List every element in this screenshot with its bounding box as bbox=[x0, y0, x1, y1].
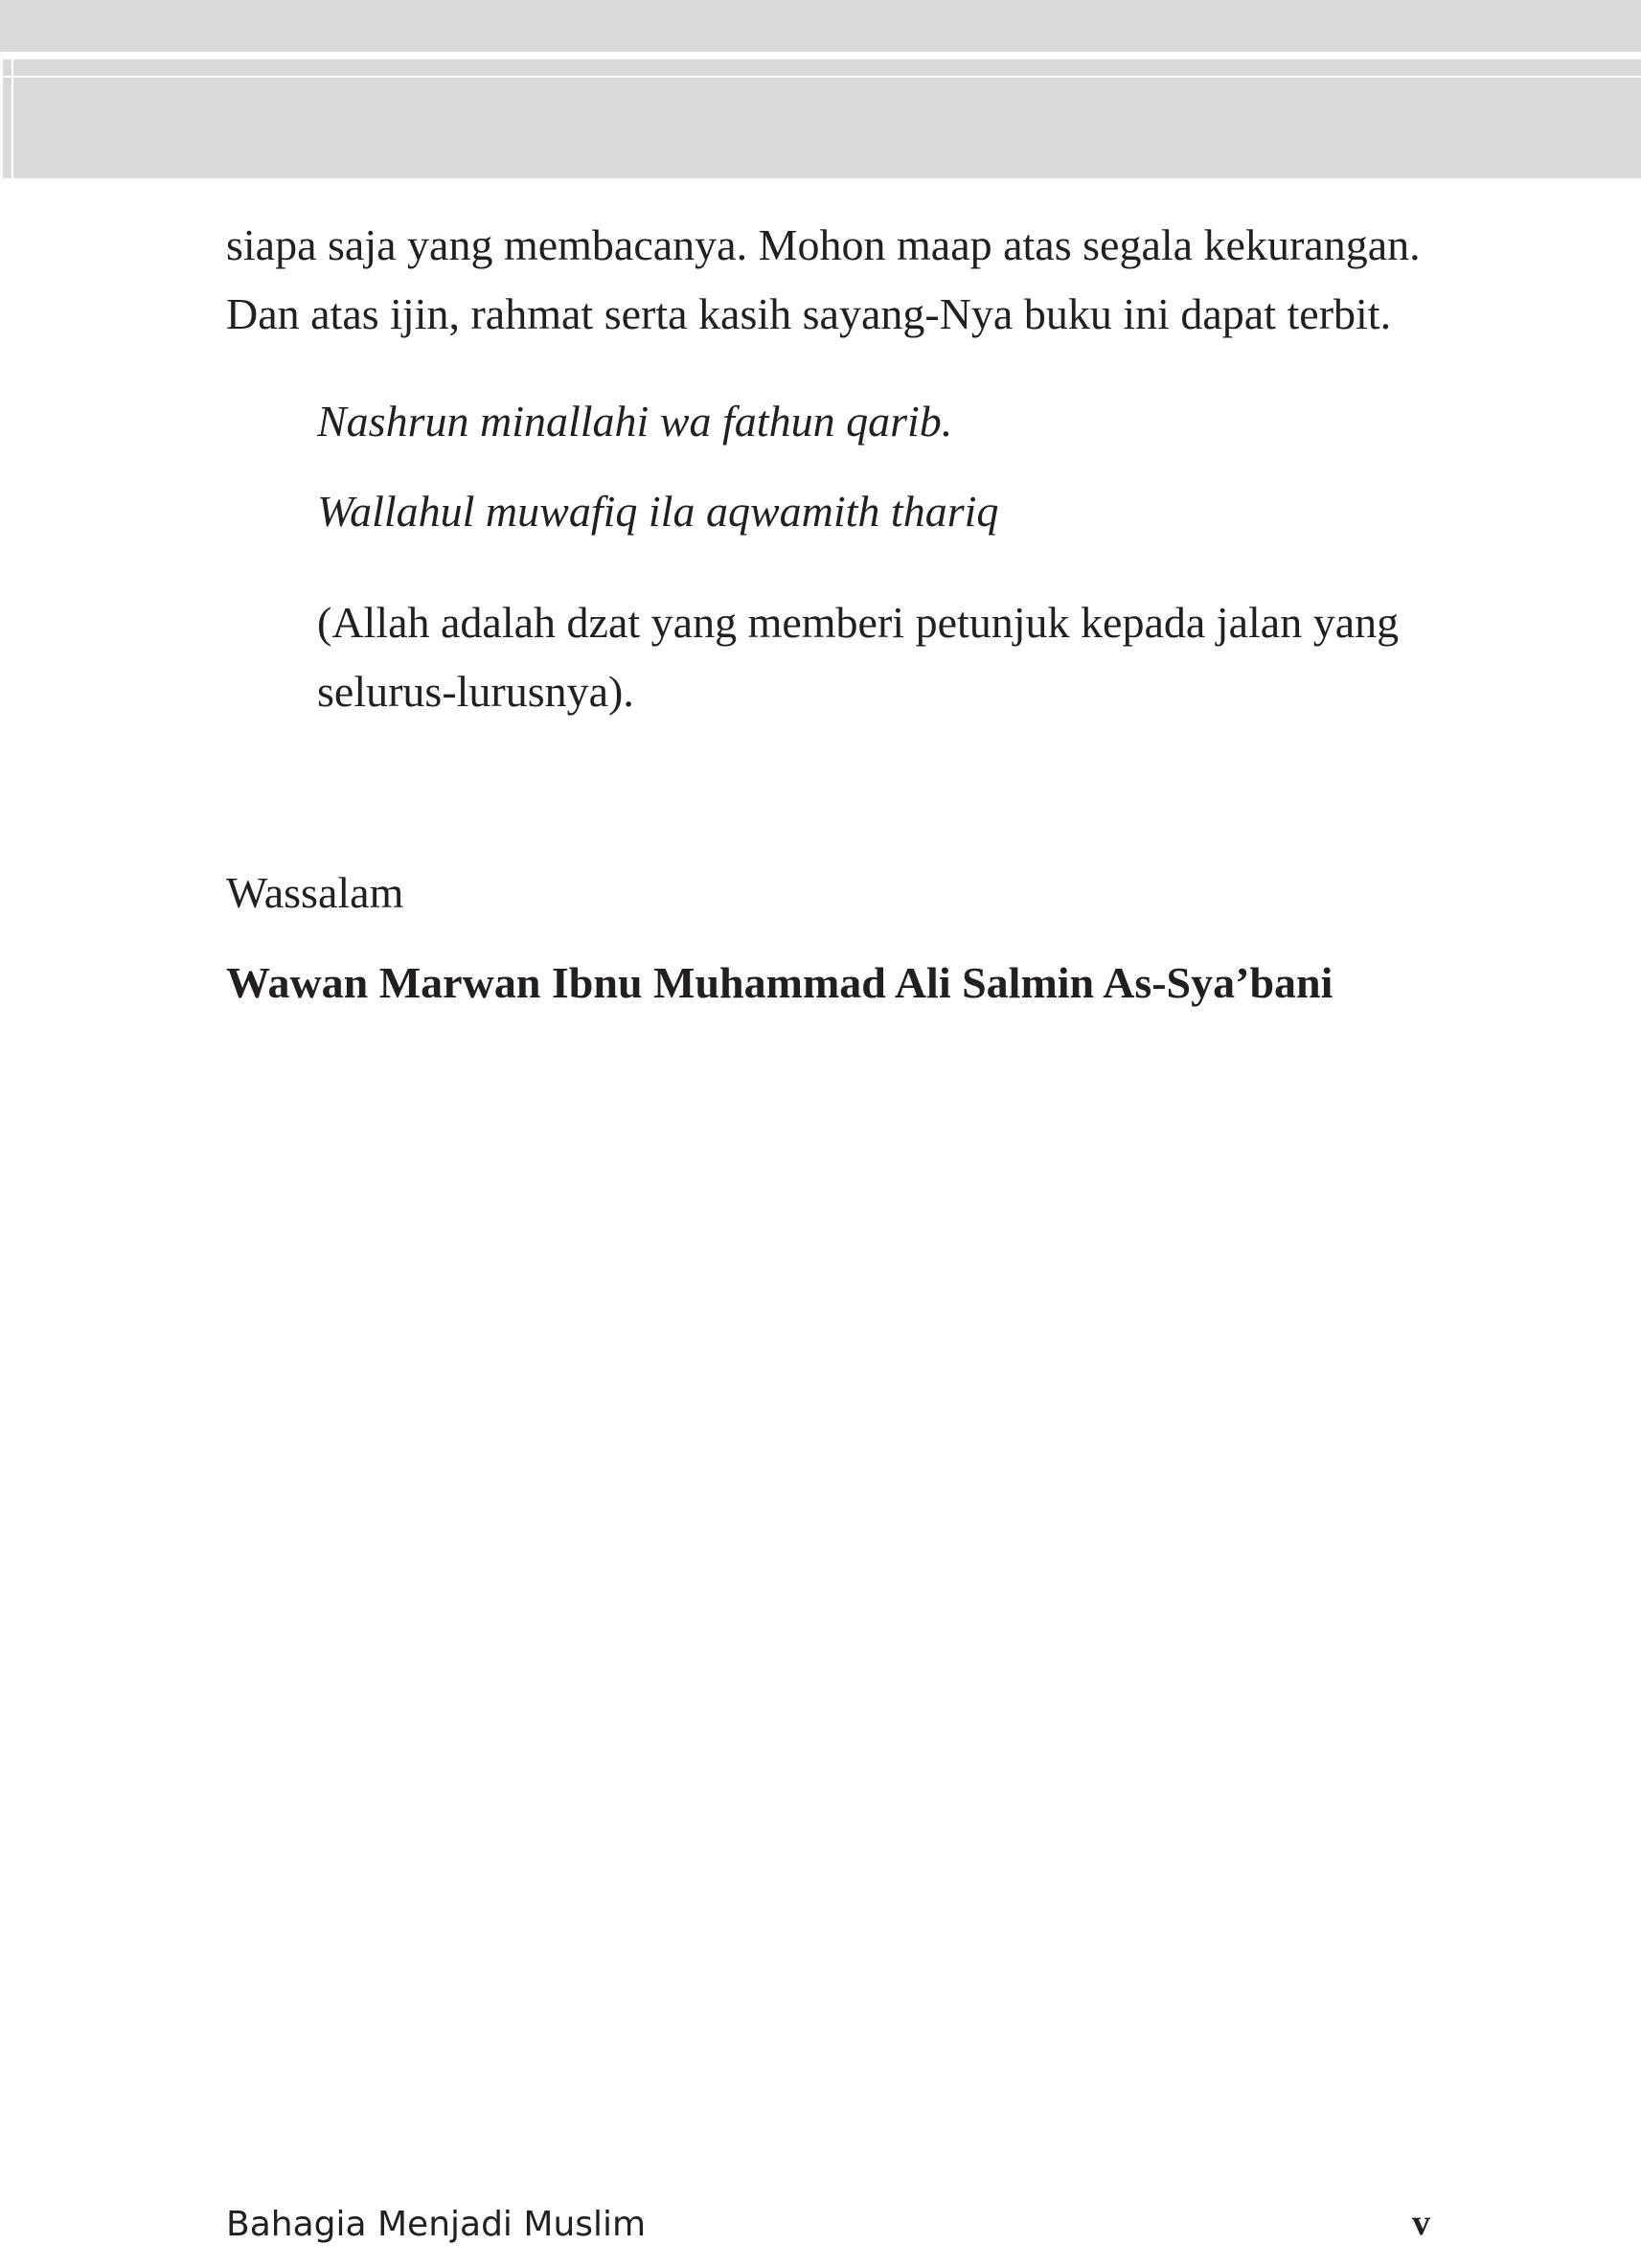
paragraph-line: siapa saja yang membacanya. Mohon maap atas segala kekurangan. bbox=[226, 220, 1421, 269]
body-paragraph bbox=[226, 211, 1443, 349]
header-vertical-rule bbox=[0, 59, 3, 178]
page-number: v bbox=[1412, 2203, 1430, 2243]
prayer-line-1: Nashrun minallahi wa fathun qarib. bbox=[317, 397, 953, 446]
prayer-line-2: Wallahul muwafiq ila aqwamith thariq bbox=[317, 487, 999, 536]
header-rule-thin bbox=[0, 76, 1641, 78]
header-band bbox=[0, 0, 1641, 178]
translation-line: (Allah adalah dzat yang memberi petunjuk kepada jalan yang bbox=[317, 598, 1400, 647]
closing-greeting: Wassalam bbox=[226, 868, 404, 917]
author-signature: Wawan Marwan Ibnu Muhammad Ali Salmin As-Sya’bani bbox=[226, 958, 1333, 1007]
header-vertical-rule-thin bbox=[11, 59, 13, 178]
prayer-translation bbox=[317, 588, 1447, 726]
paragraph-line: Dan atas ijin, rahmat serta kasih sayang-Nya buku ini dapat terbit. bbox=[226, 289, 1392, 338]
header-rule bbox=[0, 52, 1641, 59]
footer-book-title: Bahagia Menjadi Muslim bbox=[226, 2205, 647, 2244]
translation-line: selurus-lurusnya). bbox=[317, 667, 634, 716]
